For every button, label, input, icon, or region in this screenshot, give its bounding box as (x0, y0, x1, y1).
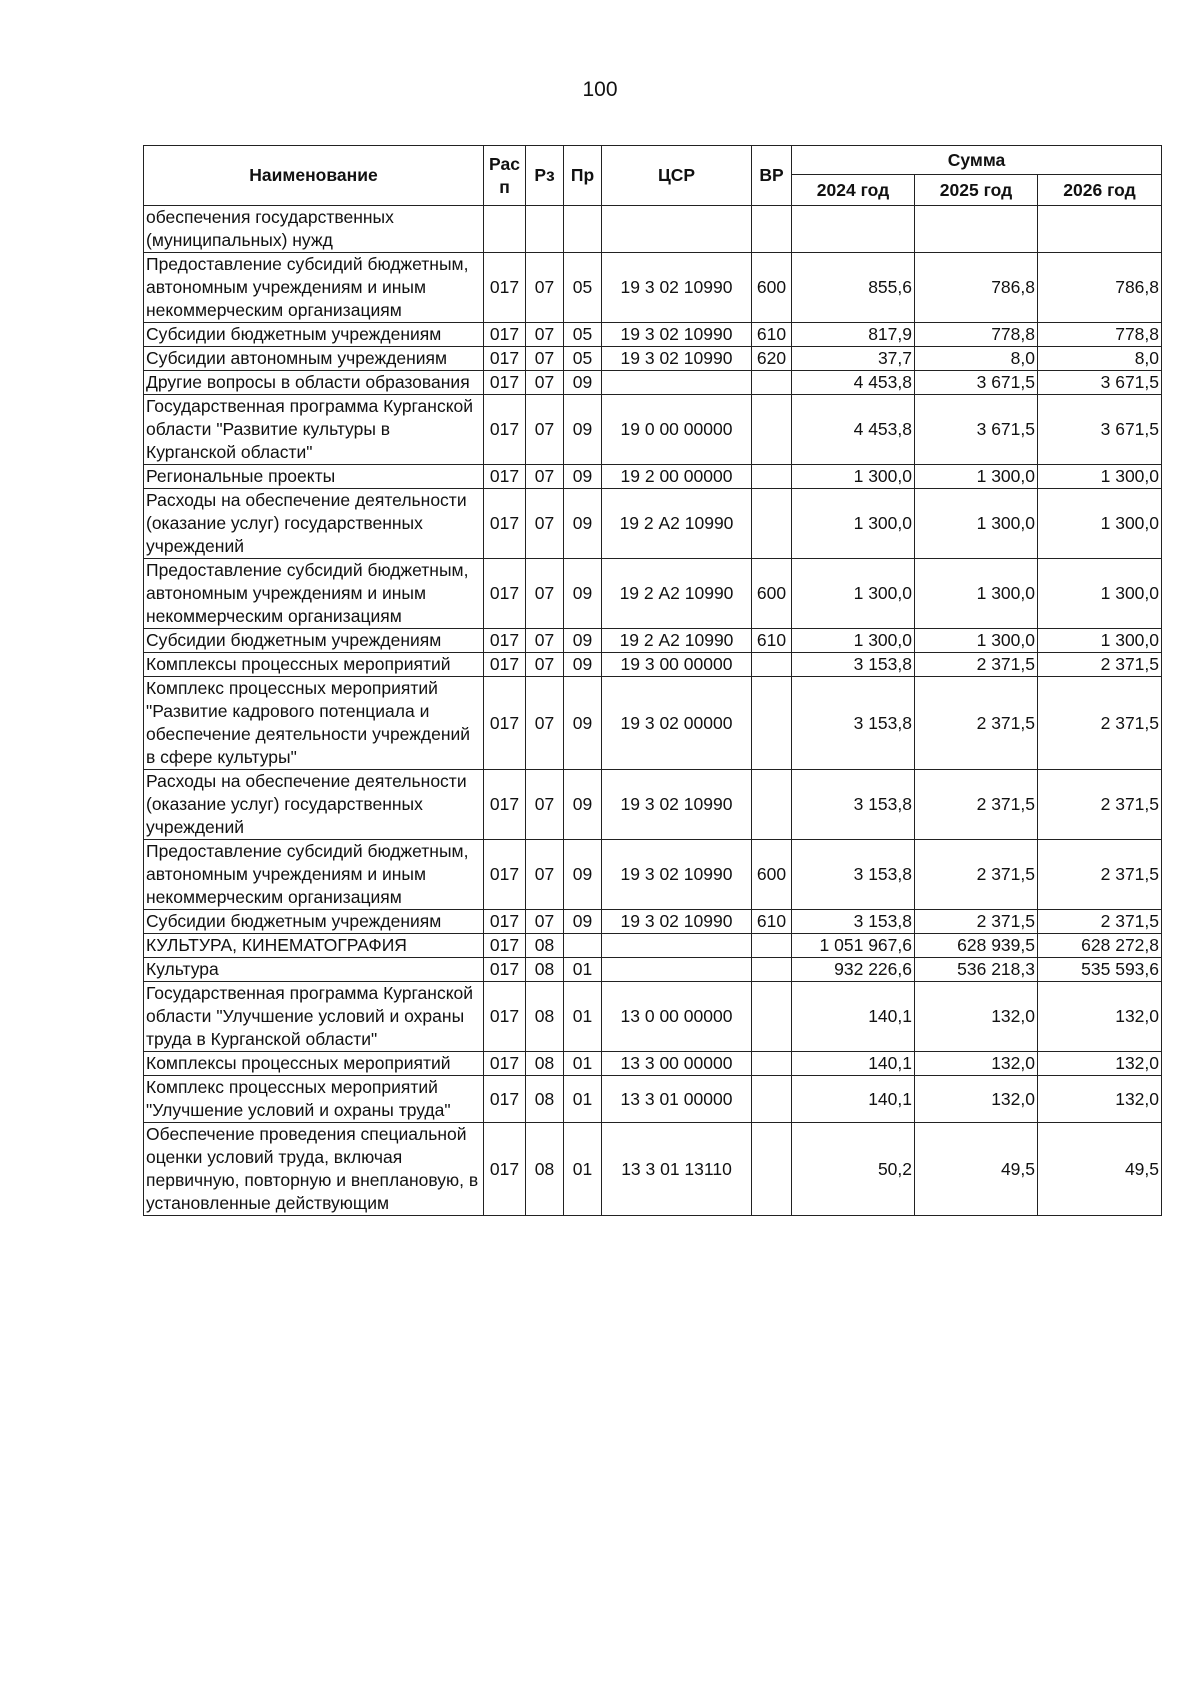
sum-2024-cell: 140,1 (792, 1052, 915, 1076)
name-cell: Государственная программа Курганской области "Развитие культуры в Курганской области" (144, 395, 484, 465)
header-2026: 2026 год (1038, 175, 1162, 206)
name-cell: Комплексы процессных мероприятий (144, 1052, 484, 1076)
pr-cell (564, 934, 602, 958)
table-row (144, 1076, 1162, 1123)
sum-2024-cell: 817,9 (792, 323, 915, 347)
sum-2024-cell: 932 226,6 (792, 958, 915, 982)
rasp-cell: 017 (484, 910, 526, 934)
sum-2025-cell: 3 671,5 (915, 371, 1038, 395)
vr-cell (752, 1052, 792, 1076)
sum-2025-cell: 2 371,5 (915, 840, 1038, 910)
name-cell: Расходы на обеспечение деятельности (оказание услуг) государственных учреждений (144, 770, 484, 840)
sum-2024-cell: 4 453,8 (792, 371, 915, 395)
vr-cell (752, 677, 792, 770)
pr-cell: 09 (564, 559, 602, 629)
sum-2026-cell: 3 671,5 (1038, 395, 1162, 465)
rasp-cell: 017 (484, 347, 526, 371)
sum-2026-cell: 2 371,5 (1038, 677, 1162, 770)
pr-cell (564, 206, 602, 253)
rasp-cell (484, 206, 526, 253)
table-row (144, 323, 1162, 347)
rasp-cell: 017 (484, 958, 526, 982)
vr-cell (752, 371, 792, 395)
rasp-cell: 017 (484, 1123, 526, 1216)
rz-cell: 08 (526, 958, 564, 982)
csr-cell (602, 371, 752, 395)
sum-2025-cell: 132,0 (915, 982, 1038, 1052)
csr-cell: 19 3 02 10990 (602, 253, 752, 323)
rz-cell: 07 (526, 253, 564, 323)
csr-cell: 19 3 02 10990 (602, 770, 752, 840)
vr-cell: 600 (752, 559, 792, 629)
sum-2026-cell: 8,0 (1038, 347, 1162, 371)
sum-2026-cell: 3 671,5 (1038, 371, 1162, 395)
sum-2024-cell (792, 206, 915, 253)
table-row (144, 629, 1162, 653)
pr-cell: 05 (564, 253, 602, 323)
vr-cell (752, 982, 792, 1052)
table-row (144, 395, 1162, 465)
sum-2025-cell: 132,0 (915, 1076, 1038, 1123)
table-row (144, 559, 1162, 629)
sum-2025-cell: 1 300,0 (915, 489, 1038, 559)
vr-cell (752, 465, 792, 489)
pr-cell: 05 (564, 347, 602, 371)
table-row (144, 840, 1162, 910)
sum-2025-cell: 778,8 (915, 323, 1038, 347)
pr-cell: 09 (564, 653, 602, 677)
name-cell: Культура (144, 958, 484, 982)
name-cell: Субсидии бюджетным учреждениям (144, 323, 484, 347)
pr-cell: 01 (564, 1123, 602, 1216)
rasp-cell: 017 (484, 840, 526, 910)
sum-2025-cell: 132,0 (915, 1052, 1038, 1076)
sum-2024-cell: 1 300,0 (792, 489, 915, 559)
sum-2024-cell: 3 153,8 (792, 910, 915, 934)
csr-cell (602, 206, 752, 253)
sum-2024-cell: 3 153,8 (792, 840, 915, 910)
vr-cell: 600 (752, 840, 792, 910)
pr-cell: 09 (564, 395, 602, 465)
pr-cell: 09 (564, 840, 602, 910)
sum-2026-cell: 49,5 (1038, 1123, 1162, 1216)
pr-cell: 09 (564, 465, 602, 489)
pr-cell: 09 (564, 629, 602, 653)
rasp-cell: 017 (484, 629, 526, 653)
sum-2025-cell: 49,5 (915, 1123, 1038, 1216)
sum-2025-cell: 3 671,5 (915, 395, 1038, 465)
header-2024: 2024 год (792, 175, 915, 206)
sum-2025-cell: 2 371,5 (915, 770, 1038, 840)
header-rasp: Рас п (484, 146, 526, 206)
sum-2026-cell: 1 300,0 (1038, 629, 1162, 653)
rz-cell: 07 (526, 347, 564, 371)
sum-2025-cell: 1 300,0 (915, 559, 1038, 629)
name-cell: Обеспечение проведения специальной оценки условий труда, включая первичную, повторную и внеплановую, в установленные действующим (144, 1123, 484, 1216)
vr-cell (752, 653, 792, 677)
rz-cell: 07 (526, 323, 564, 347)
name-cell: Другие вопросы в области образования (144, 371, 484, 395)
vr-cell (752, 934, 792, 958)
name-cell: Расходы на обеспечение деятельности (оказание услуг) государственных учреждений (144, 489, 484, 559)
vr-cell (752, 770, 792, 840)
name-cell: Комплекс процессных мероприятий "Развитие кадрового потенциала и обеспечение деятельности учреждений в сфере культуры" (144, 677, 484, 770)
vr-cell: 620 (752, 347, 792, 371)
sum-2026-cell: 778,8 (1038, 323, 1162, 347)
csr-cell: 13 0 00 00000 (602, 982, 752, 1052)
csr-cell: 19 3 02 10990 (602, 840, 752, 910)
sum-2026-cell: 2 371,5 (1038, 910, 1162, 934)
rz-cell: 07 (526, 677, 564, 770)
name-cell: Предоставление субсидий бюджетным, автономным учреждениям и иным некоммерческим организациям (144, 253, 484, 323)
rasp-cell: 017 (484, 253, 526, 323)
csr-cell: 19 2 А2 10990 (602, 559, 752, 629)
name-cell: КУЛЬТУРА, КИНЕМАТОГРАФИЯ (144, 934, 484, 958)
table-row (144, 770, 1162, 840)
sum-2025-cell: 2 371,5 (915, 653, 1038, 677)
table-row (144, 489, 1162, 559)
sum-2026-cell: 2 371,5 (1038, 770, 1162, 840)
sum-2024-cell: 4 453,8 (792, 395, 915, 465)
rasp-cell: 017 (484, 489, 526, 559)
csr-cell: 19 2 А2 10990 (602, 489, 752, 559)
rz-cell: 07 (526, 395, 564, 465)
page-number: 100 (582, 78, 618, 101)
csr-cell: 19 2 00 00000 (602, 465, 752, 489)
sum-2025-cell: 786,8 (915, 253, 1038, 323)
rz-cell: 07 (526, 465, 564, 489)
sum-2024-cell: 3 153,8 (792, 770, 915, 840)
header-rz: Рз (526, 146, 564, 206)
sum-2024-cell: 1 300,0 (792, 465, 915, 489)
sum-2024-cell: 140,1 (792, 1076, 915, 1123)
table-body (144, 206, 1162, 1216)
rz-cell: 07 (526, 910, 564, 934)
rz-cell: 07 (526, 371, 564, 395)
sum-2026-cell: 786,8 (1038, 253, 1162, 323)
sum-2026-cell: 628 272,8 (1038, 934, 1162, 958)
sum-2025-cell: 2 371,5 (915, 677, 1038, 770)
sum-2024-cell: 855,6 (792, 253, 915, 323)
rasp-cell: 017 (484, 323, 526, 347)
sum-2024-cell: 1 051 967,6 (792, 934, 915, 958)
pr-cell: 09 (564, 489, 602, 559)
rz-cell: 07 (526, 770, 564, 840)
sum-2024-cell: 1 300,0 (792, 559, 915, 629)
csr-cell: 13 3 01 00000 (602, 1076, 752, 1123)
sum-2026-cell: 132,0 (1038, 1052, 1162, 1076)
sum-2026-cell (1038, 206, 1162, 253)
sum-2024-cell: 1 300,0 (792, 629, 915, 653)
sum-2026-cell: 2 371,5 (1038, 653, 1162, 677)
pr-cell: 09 (564, 371, 602, 395)
rasp-cell: 017 (484, 934, 526, 958)
rasp-cell: 017 (484, 653, 526, 677)
sum-2025-cell: 8,0 (915, 347, 1038, 371)
sum-2026-cell: 132,0 (1038, 982, 1162, 1052)
sum-2025-cell: 628 939,5 (915, 934, 1038, 958)
vr-cell: 610 (752, 629, 792, 653)
table-row (144, 677, 1162, 770)
sum-2025-cell: 1 300,0 (915, 465, 1038, 489)
sum-2024-cell: 50,2 (792, 1123, 915, 1216)
name-cell: Субсидии автономным учреждениям (144, 347, 484, 371)
name-cell: Предоставление субсидий бюджетным, автономным учреждениям и иным некоммерческим организациям (144, 840, 484, 910)
sum-2026-cell: 1 300,0 (1038, 559, 1162, 629)
name-cell: Предоставление субсидий бюджетным, автономным учреждениям и иным некоммерческим организациям (144, 559, 484, 629)
pr-cell: 01 (564, 1076, 602, 1123)
rz-cell: 07 (526, 629, 564, 653)
vr-cell (752, 958, 792, 982)
header-csr: ЦСР (602, 146, 752, 206)
csr-cell: 19 2 А2 10990 (602, 629, 752, 653)
sum-2024-cell: 37,7 (792, 347, 915, 371)
table-row (144, 253, 1162, 323)
header-2025: 2025 год (915, 175, 1038, 206)
table-row (144, 982, 1162, 1052)
sum-2024-cell: 140,1 (792, 982, 915, 1052)
rz-cell (526, 206, 564, 253)
name-cell: Региональные проекты (144, 465, 484, 489)
rasp-cell: 017 (484, 677, 526, 770)
name-cell: Комплексы процессных мероприятий (144, 653, 484, 677)
table-row (144, 958, 1162, 982)
rasp-cell: 017 (484, 770, 526, 840)
table-row (144, 465, 1162, 489)
budget-table (143, 145, 1162, 1216)
vr-cell (752, 1076, 792, 1123)
sum-2025-cell (915, 206, 1038, 253)
table-row (144, 910, 1162, 934)
name-cell: обеспечения государственных (муниципальных) нужд (144, 206, 484, 253)
table-row (144, 1123, 1162, 1216)
pr-cell: 09 (564, 677, 602, 770)
rz-cell: 08 (526, 1052, 564, 1076)
header-vr: ВР (752, 146, 792, 206)
vr-cell: 610 (752, 323, 792, 347)
table-row (144, 371, 1162, 395)
header-name: Наименование (144, 146, 484, 206)
csr-cell: 19 0 00 00000 (602, 395, 752, 465)
vr-cell: 600 (752, 253, 792, 323)
table-row (144, 206, 1162, 253)
sum-2024-cell: 3 153,8 (792, 653, 915, 677)
rasp-cell: 017 (484, 465, 526, 489)
rz-cell: 08 (526, 1123, 564, 1216)
csr-cell: 19 3 02 10990 (602, 323, 752, 347)
rasp-cell: 017 (484, 395, 526, 465)
sum-2025-cell: 1 300,0 (915, 629, 1038, 653)
table-row (144, 1052, 1162, 1076)
sum-2026-cell: 535 593,6 (1038, 958, 1162, 982)
name-cell: Государственная программа Курганской области "Улучшение условий и охраны труда в Курганской области" (144, 982, 484, 1052)
sum-2024-cell: 3 153,8 (792, 677, 915, 770)
sum-2025-cell: 2 371,5 (915, 910, 1038, 934)
csr-cell: 19 3 02 10990 (602, 910, 752, 934)
rz-cell: 07 (526, 489, 564, 559)
table-row (144, 347, 1162, 371)
pr-cell: 01 (564, 1052, 602, 1076)
csr-cell: 13 3 00 00000 (602, 1052, 752, 1076)
sum-2026-cell: 132,0 (1038, 1076, 1162, 1123)
pr-cell: 09 (564, 910, 602, 934)
table-row (144, 653, 1162, 677)
rz-cell: 07 (526, 840, 564, 910)
vr-cell (752, 206, 792, 253)
pr-cell: 05 (564, 323, 602, 347)
sum-2026-cell: 1 300,0 (1038, 489, 1162, 559)
rz-cell: 07 (526, 559, 564, 629)
pr-cell: 09 (564, 770, 602, 840)
csr-cell: 19 3 00 00000 (602, 653, 752, 677)
table-row (144, 934, 1162, 958)
rasp-cell: 017 (484, 559, 526, 629)
sum-2025-cell: 536 218,3 (915, 958, 1038, 982)
header-sum: Сумма (792, 146, 1162, 175)
vr-cell: 610 (752, 910, 792, 934)
rz-cell: 07 (526, 653, 564, 677)
header-pr: Пр (564, 146, 602, 206)
rz-cell: 08 (526, 1076, 564, 1123)
rasp-cell: 017 (484, 1076, 526, 1123)
table-header (144, 146, 1162, 206)
pr-cell: 01 (564, 958, 602, 982)
csr-cell: 13 3 01 13110 (602, 1123, 752, 1216)
name-cell: Субсидии бюджетным учреждениям (144, 910, 484, 934)
rasp-cell: 017 (484, 371, 526, 395)
vr-cell (752, 1123, 792, 1216)
vr-cell (752, 489, 792, 559)
vr-cell (752, 395, 792, 465)
name-cell: Субсидии бюджетным учреждениям (144, 629, 484, 653)
pr-cell: 01 (564, 982, 602, 1052)
csr-cell: 19 3 02 00000 (602, 677, 752, 770)
name-cell: Комплекс процессных мероприятий "Улучшение условий и охраны труда" (144, 1076, 484, 1123)
rasp-cell: 017 (484, 982, 526, 1052)
rz-cell: 08 (526, 934, 564, 958)
rasp-cell: 017 (484, 1052, 526, 1076)
sum-2026-cell: 1 300,0 (1038, 465, 1162, 489)
rz-cell: 08 (526, 982, 564, 1052)
csr-cell (602, 958, 752, 982)
csr-cell: 19 3 02 10990 (602, 347, 752, 371)
sum-2026-cell: 2 371,5 (1038, 840, 1162, 910)
csr-cell (602, 934, 752, 958)
